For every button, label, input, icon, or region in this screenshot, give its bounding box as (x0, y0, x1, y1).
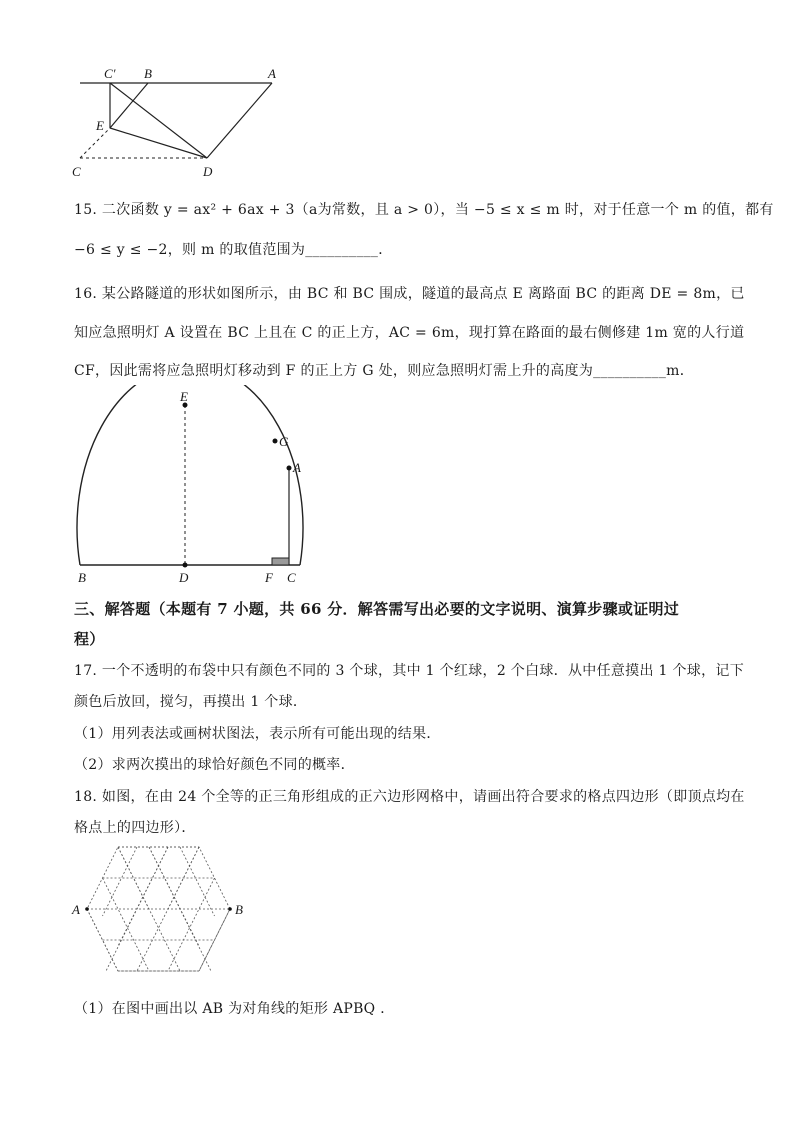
label-b: B (78, 570, 86, 585)
section3-heading-line1: 三、解答题（本题有 7 小题，共 66 分．解答需写出必要的文字说明、演算步骤或证明过 (74, 600, 680, 618)
q18-line1: 18. 如图，在由 24 个全等的正三角形组成的正六边形网格中，请画出符合要求的格点四边形（即顶点均在 (74, 789, 745, 805)
label-e: E (180, 389, 188, 404)
section3-heading-line2: 程） (74, 630, 105, 648)
q16-line1: 16. 某公路隧道的形状如图所示，由 BC 和 BC 围成，隧道的最高点 E 离路面 BC 的距离 DE = 8m，已 (74, 286, 745, 302)
q17-line2: 颜色后放回，搅匀，再摸出 1 个球． (74, 694, 308, 710)
segment-c-prime-d (110, 83, 207, 158)
grid-lines (87, 847, 230, 971)
q18-line2: 格点上的四边形）． (74, 820, 196, 836)
q16-line3: CF，因此需将应急照明灯移动到 F 的正上方 G 处，则应急照明灯需上升的高度为__________m． (74, 363, 694, 379)
q17-part1: （1）用列表法或画树状图法，表示所有可能出现的结果． (74, 726, 441, 742)
q16-line2: 知应急照明灯 A 设置在 BC 上且在 C 的正上方，AC = 6m，现打算在路面的最右侧修建 1m 宽的人行道 (74, 325, 745, 341)
figure-q18-hexagon-grid (68, 840, 258, 990)
q17-line1: 17. 一个不透明的布袋中只有颜色不同的 3 个球，其中 1 个红球，2 个白球．从中任意摸出 1 个球，记下 (74, 663, 744, 679)
label-a: A (293, 460, 301, 475)
label-d: D (179, 570, 189, 585)
label-d: D (203, 164, 213, 179)
label-b: B (144, 66, 152, 81)
label-c: C (287, 570, 296, 585)
segment-b-e (110, 83, 148, 128)
point-a (287, 466, 292, 471)
label-b: B (235, 902, 243, 917)
label-f: F (265, 570, 273, 585)
arc-bec (77, 385, 303, 565)
label-c-prime: C′ (104, 66, 116, 81)
label-e: E (96, 118, 104, 133)
point-d (183, 563, 188, 568)
point-b (228, 907, 232, 911)
label-c: C (72, 164, 81, 179)
sidewalk-cf (272, 558, 289, 565)
segment-e-d (110, 128, 207, 158)
label-a: A (268, 66, 276, 81)
q15-line2: −6 ≤ y ≤ −2，则 m 的取值范围为__________． (74, 242, 393, 258)
q18-part1: （1）在图中画出以 AB 为对角线的矩形 APBQ ． (74, 1001, 395, 1017)
q17-part2: （2）求两次摸出的球恰好颜色不同的概率． (74, 757, 355, 773)
figure-q14 (60, 60, 300, 180)
figure-q16-tunnel (60, 385, 320, 590)
point-a (85, 907, 89, 911)
point-g (273, 439, 278, 444)
q15-line1: 15. 二次函数 y = ax² + 6ax + 3（a为常数，且 a > 0），当 −5 ≤ x ≤ m 时，对于任意一个 m 的值，都有 (74, 202, 774, 218)
label-a: A (72, 902, 80, 917)
segment-c-e-dashed (80, 128, 110, 158)
segment-a-d (207, 83, 272, 158)
label-g: G (279, 434, 289, 449)
